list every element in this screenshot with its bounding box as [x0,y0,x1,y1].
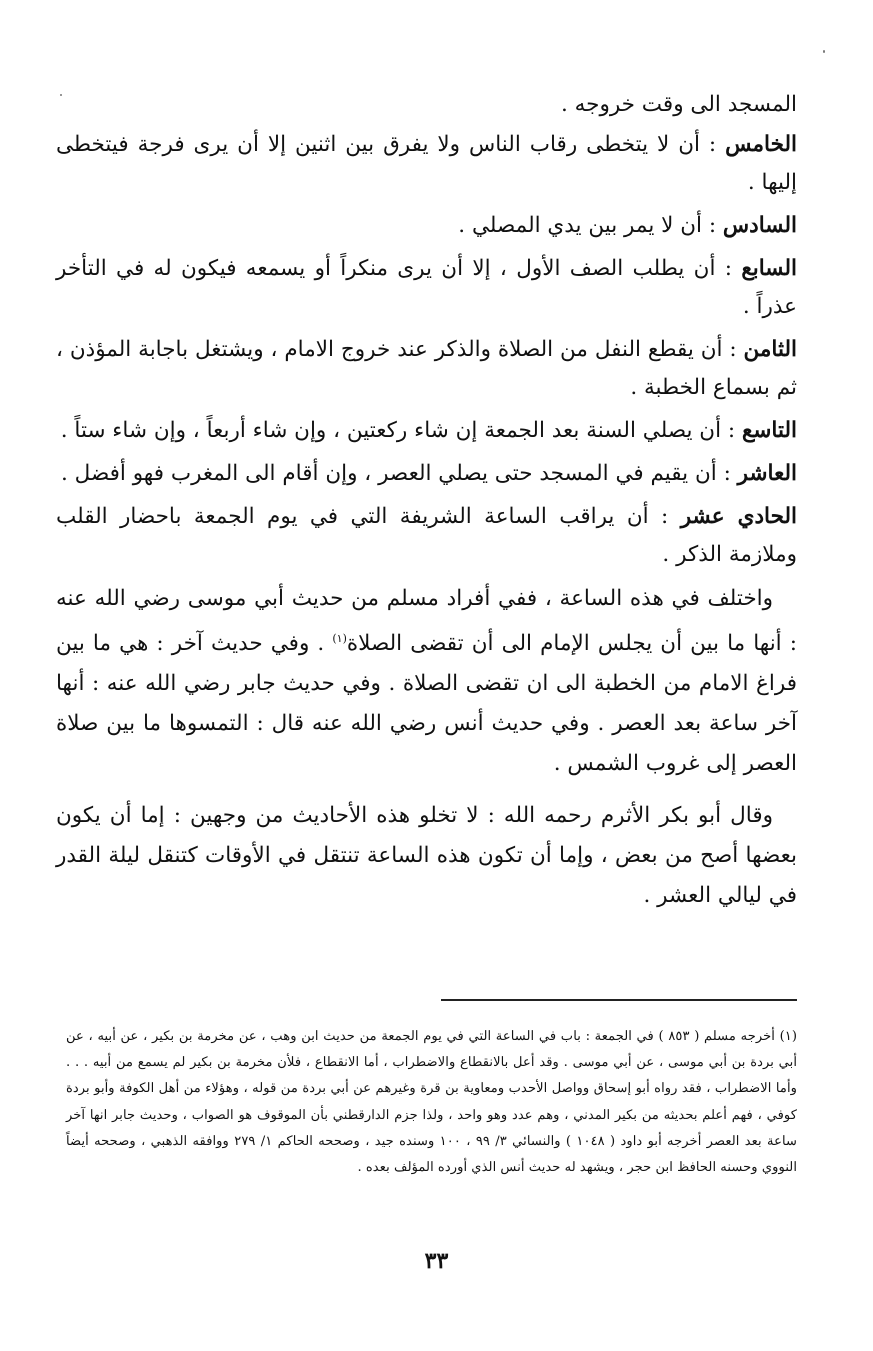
item-label: السابع [741,256,797,281]
item-seventh [56,250,797,326]
item-label: العاشر [737,461,797,486]
main-text [56,86,797,916]
item-text: : أن لا يتخطى رقاب الناس ولا يفرق بين اثنين إلا أن يرى فرجة فيتخطى إليها . [56,132,797,195]
item-text: : أن يقيم في المسجد حتى يصلي العصر ، وإن أقام الى المغرب فهو أفضل . [61,461,738,486]
item-label: الثامن [743,337,797,362]
paragraph-text: . وفي حديث آخر : هي ما بين فراغ الامام من الخطبة الى ان تقضى الصلاة . وفي حديث جابر رضي الله عنه : أنها آخر ساعة بعد العصر . وفي حديث أنس رضي الله عنه قال : التمسوها ما بين صلاة العصر إلى غروب الشمس . [56,631,797,777]
paragraph-text: واختلف في هذه الساعة ، ففي أفراد مسلم من حديث أبي موسى رضي الله عنه : أنها ما بين أن يجلس الإمام الى أن تقضى الصلاة [56,586,797,657]
item-label: التاسع [741,418,797,443]
item-eleventh [56,498,797,574]
footnote-marker: (١) [332,632,347,645]
item-text: : أن يصلي السنة بعد الجمعة إن شاء ركعتين ، وإن شاء أربعاً ، وإن شاء ستاً . [60,418,742,443]
item-label: السادس [722,213,797,238]
item-tenth [56,455,797,493]
page-number: ٣٣ [424,1248,449,1274]
scan-speck [823,50,825,53]
item-fifth [56,126,797,202]
item-ninth [56,412,797,450]
item-sixth [56,207,797,245]
item-text: : أن يراقب الساعة الشريفة التي في يوم الجمعة باحضار القلب وملازمة الذكر . [56,504,797,567]
item-label: الخامس [725,132,797,157]
opening-line: المسجد الى وقت خروجه . [560,92,797,117]
hour-disagreement-paragraph [56,579,797,784]
item-text: : أن يقطع النفل من الصلاة والذكر عند خروج الامام ، ويشتغل باجابة المؤذن ، ثم بسماع الخطبة . [56,337,797,400]
item-label: الحادي عشر [680,504,797,529]
footnote-divider [441,999,797,1001]
item-text: : أن يطلب الصف الأول ، إلا أن يرى منكراً أو يسمعه فيكون له في التأخر عذراً . [56,256,797,319]
item-text: : أن لا يمر بين يدي المصلي . [458,213,723,238]
athram-paragraph: وقال أبو بكر الأثرم رحمه الله : لا تخلو هذه الأحاديث من وجهين : إما أن يكون بعضها أصح من بعض ، وإما أن تكون هذه الساعة تنتقل في الأوقات كتنقل ليلة القدر في ليالي العشر . [56,803,797,909]
footnote: (١) أخرجه مسلم ( ٨٥٣ ) في الجمعة : باب في الساعة التي في يوم الجمعة من حديث ابن وهب ، عن مخرمة بن بكير ، عن أبيه ، عن أبي بردة بن أبي موسى ، عن أبي موسى . وقد أعل بالانقطاع والاضطراب ، أما الانقطاع ، فلأن مخرمة بن بكير لم يسمع من أبيه . . . وأما الاضطراب ، فقد رواه أبو إسحاق وواصل الأحدب ومعاوية بن قرة وغيرهم عن أبي بردة من قوله ، وهؤلاء من أهل الكوفة وأبو بردة كوفي ، فهم أعلم بحديثه من بكير المدني ، وهم عدد وهو واحد ، ولذا جزم الدارقطني بأن الموقوف هو الصواب ، وحديث جابر انها آخر ساعة بعد العصر أخرجه أبو داود ( ١٠٤٨ ) والنسائي ٣/ ٩٩ ، ١٠٠ وسنده جيد ، وصححه الحاكم ١/ ٢٧٩ ووافقه الذهبي ، وصححه أيضاً النووي وحسنه الحافظ ابن حجر ، ويشهد له حديث أنس الذي أورده المؤلف بعده . [66,1029,798,1176]
item-eighth [56,331,797,407]
